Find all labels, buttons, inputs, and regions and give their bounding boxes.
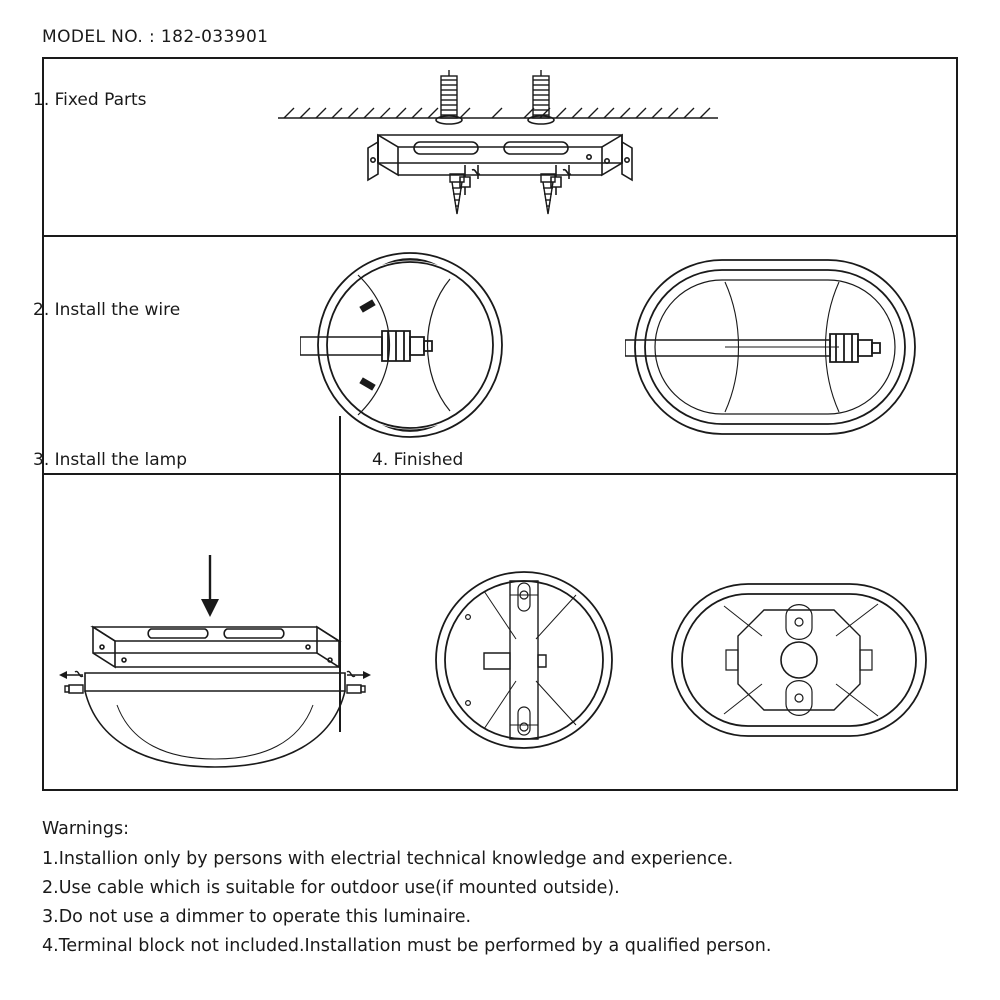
steps-table [42,57,958,791]
warnings-block [42,815,962,961]
step-2-label: 2. Install the wire [33,300,181,320]
step-row-3 [44,475,956,791]
warning-item-4: 4.Terminal block not included.Installation must be performed by a qualified person. [42,936,772,956]
step-1-label: 1. Fixed Parts [33,90,147,110]
model-number-label: MODEL NO. : 182-033901 [42,27,269,47]
warning-item-2: 2.Use cable which is suitable for outdoor use(if mounted outside). [42,878,620,898]
warning-item-1: 1.Installion only by persons with electrial technical knowledge and experience. [42,849,734,869]
step-4-label: 4. Finished [372,450,464,470]
warnings-title: Warnings: [42,819,129,839]
step-row-2 [44,237,956,475]
step-3-label: 3. Install the lamp [33,450,187,470]
row3-vertical-divider [339,416,341,732]
warning-item-3: 3.Do not use a dimmer to operate this luminaire. [42,907,472,927]
step-row-1 [44,59,956,237]
